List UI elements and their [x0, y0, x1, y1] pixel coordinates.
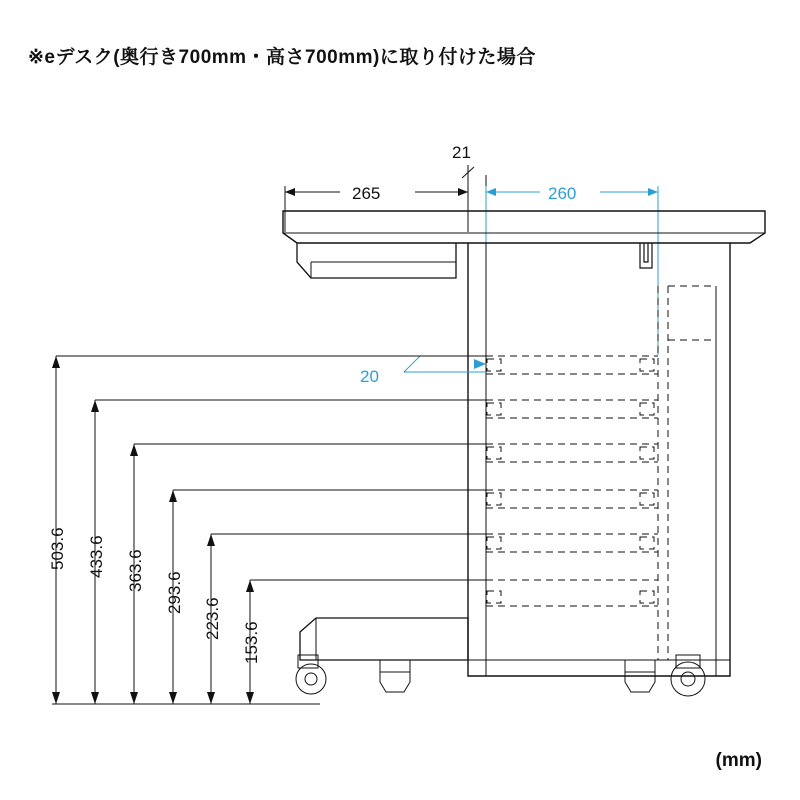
dimension-503-6: [48, 356, 486, 704]
cabinet-body: [468, 243, 730, 676]
dimension-21-label: 21: [452, 143, 471, 162]
unit-note: (mm): [715, 750, 762, 771]
dimension-293-6-label: 293.6: [165, 571, 184, 614]
desk-base-left: [300, 618, 468, 660]
page-caption: ※eデスク(奥行き700mm・高さ700mm)に取り付けた場合: [28, 47, 536, 68]
dimension-265: [285, 184, 468, 232]
keyboard-tray: [297, 243, 456, 278]
desk-top: [283, 211, 765, 268]
dimension-363-6-label: 363.6: [126, 549, 145, 592]
dimension-265-label: 265: [352, 184, 381, 203]
dimension-503-6-label: 503.6: [48, 527, 67, 570]
dimension-260-label: 260: [548, 184, 577, 203]
dimension-20: [360, 356, 486, 386]
dimension-433-6: [87, 400, 486, 704]
dimension-433-6-label: 433.6: [87, 535, 106, 578]
dimension-153-6: [242, 580, 486, 704]
dimension-20-label: 20: [360, 367, 379, 386]
hidden-drawers-dashed: [486, 286, 716, 660]
dimension-153-6-label: 153.6: [242, 621, 261, 664]
dimension-21: [452, 143, 486, 232]
dimension-293-6: [165, 490, 486, 704]
dimension-223-6-label: 223.6: [203, 597, 222, 640]
dimension-223-6: [203, 534, 486, 704]
